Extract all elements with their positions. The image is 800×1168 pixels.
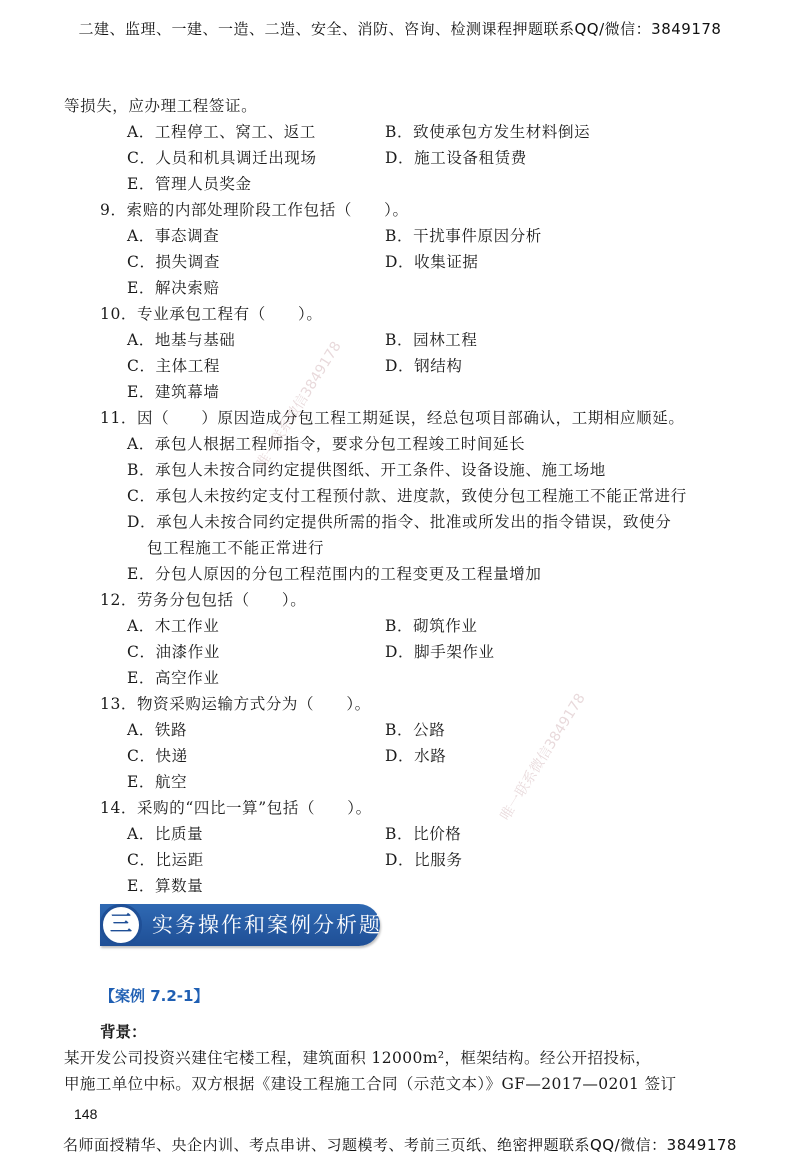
case-label: 【案例 7.2-1】 — [100, 987, 209, 1005]
q10-option-e: E．建筑幕墙 — [127, 383, 220, 401]
q14-option-a: A．比质量 — [127, 825, 204, 843]
q13-option-c: C．快递 — [127, 747, 188, 765]
q14-option-c: C．比运距 — [127, 851, 204, 869]
question-11-stem: 11．因（ ）原因造成分包工程工期延误，经总包项目部确认，工期相应顺延。 — [100, 409, 685, 427]
q11-option-b: B．承包人未按合同约定提供图纸、开工条件、设备设施、施工场地 — [127, 461, 606, 479]
question-10-stem: 10．专业承包工程有（ ）。 — [100, 305, 323, 323]
q12-option-d: D．脚手架作业 — [385, 643, 495, 661]
section-number-badge: 三 — [100, 904, 142, 946]
section-title: 实务操作和案例分析题 — [152, 913, 382, 937]
option-c: C．人员和机具调迁出现场 — [127, 149, 317, 167]
q12-option-a: A．木工作业 — [127, 617, 220, 635]
background-label: 背景： — [100, 1023, 147, 1041]
q10-option-a: A．地基与基础 — [127, 331, 236, 349]
q9-option-e: E．解决索赔 — [127, 279, 220, 297]
q11-option-c: C．承包人未按约定支付工程预付款、进度款，致使分包工程施工不能正常进行 — [127, 487, 687, 505]
question-9-stem: 9．索赔的内部处理阶段工作包括（ ）。 — [100, 201, 409, 219]
option-d: D．施工设备租赁费 — [385, 149, 527, 167]
header-banner: 二建、监理、一建、一造、二造、安全、消防、咨询、检测课程押题联系QQ/微信：3849178 — [78, 20, 722, 38]
option-e: E．管理人员奖金 — [127, 175, 252, 193]
question-12-stem: 12．劳务分包包括（ ）。 — [100, 591, 307, 609]
q12-option-b: B．砌筑作业 — [385, 617, 478, 635]
q13-option-e: E．航空 — [127, 773, 188, 791]
q9-option-d: D．收集证据 — [385, 253, 479, 271]
q14-option-d: D．比服务 — [385, 851, 463, 869]
question-stem-continued: 等损失，应办理工程签证。 — [64, 97, 258, 115]
q9-option-c: C．损失调查 — [127, 253, 220, 271]
option-a: A．工程停工、窝工、返工 — [127, 123, 316, 141]
q11-option-e: E．分包人原因的分包工程范围内的工程变更及工程量增加 — [127, 565, 542, 583]
footer-banner: 名师面授精华、央企内训、考点串讲、习题模考、考前三页纸、绝密押题联系QQ/微信：3849178 — [63, 1136, 737, 1154]
q10-option-b: B．园林工程 — [385, 331, 478, 349]
q14-option-e: E．算数量 — [127, 877, 204, 895]
watermark-text: 唯一联系微信3849178 — [497, 690, 589, 824]
page-number: 148 — [74, 1106, 98, 1122]
q13-option-a: A．铁路 — [127, 721, 188, 739]
q14-option-b: B．比价格 — [385, 825, 462, 843]
q11-option-d: D．承包人未按合同约定提供所需的指令、批准或所发出的指令错误，致使分 — [127, 513, 672, 531]
q12-option-e: E．高空作业 — [127, 669, 220, 687]
q11-option-a: A．承包人根据工程师指令，要求分包工程竣工时间延长 — [127, 435, 526, 453]
q10-option-d: D．钢结构 — [385, 357, 463, 375]
case-paragraph-line-1: 某开发公司投资兴建住宅楼工程，建筑面积 12000m²，框架结构。经公开招投标， — [64, 1049, 652, 1067]
watermark-text: 唯一联系微信3849178 — [253, 338, 345, 472]
case-paragraph-line-2: 甲施工单位中标。双方根据《建设工程施工合同（示范文本）》GF—2017—0201 签订 — [64, 1075, 677, 1093]
q13-option-b: B．公路 — [385, 721, 446, 739]
q9-option-a: A．事态调查 — [127, 227, 220, 245]
q9-option-b: B．干扰事件原因分析 — [385, 227, 542, 245]
question-13-stem: 13．物资采购运输方式分为（ ）。 — [100, 695, 371, 713]
q11-option-d-continued: 包工程施工不能正常进行 — [147, 539, 325, 557]
q10-option-c: C．主体工程 — [127, 357, 220, 375]
option-b: B．致使承包方发生材料倒运 — [385, 123, 591, 141]
question-14-stem: 14．采购的“四比一算”包括（ ）。 — [100, 799, 372, 817]
q13-option-d: D．水路 — [385, 747, 447, 765]
q12-option-c: C．油漆作业 — [127, 643, 220, 661]
